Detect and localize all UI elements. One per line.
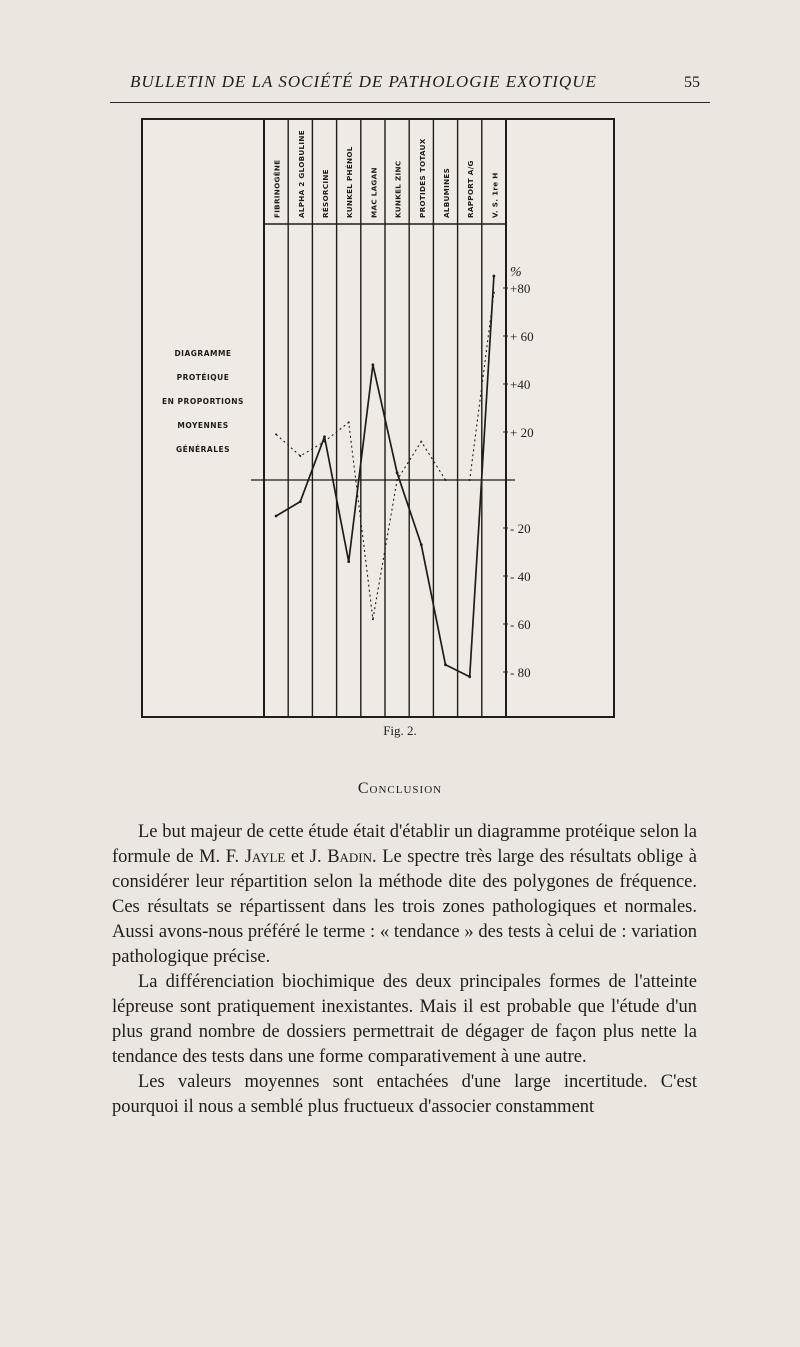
data-point xyxy=(323,435,326,438)
data-point xyxy=(275,515,278,518)
data-point xyxy=(469,479,471,481)
data-point xyxy=(396,471,399,474)
data-point xyxy=(299,500,302,503)
running-header xyxy=(110,70,710,100)
data-point xyxy=(324,441,326,443)
p1-text-c: . Le spectre très large des résultats oblige à considérer leur répartition selon la méthode dite des polygones de fréquence. Ces résultats se répartissent dans les trois zones pathologiques et normales. Aussi avons-nous préféré le terme : « tendance » des tests à celui de : variation pathologique précise. xyxy=(112,847,697,967)
category-label: V. S. 1re H xyxy=(490,172,500,218)
y-tick-label: - 40 xyxy=(510,569,531,584)
y-tick-label: + 20 xyxy=(510,425,534,440)
p1-text-b: et J. xyxy=(285,847,328,867)
legend-line-3: EN PROPORTIONS xyxy=(162,397,244,406)
category-label: KUNKEL PHÉNOL xyxy=(345,146,355,218)
data-point xyxy=(347,560,350,563)
data-point xyxy=(493,275,496,278)
data-point xyxy=(420,441,422,443)
data-point xyxy=(348,421,350,423)
y-tick-label: + 60 xyxy=(510,329,534,344)
legend-line-2: PROTÉIQUE xyxy=(176,373,230,382)
paragraph-1 xyxy=(112,820,697,970)
category-label: KUNKEL ZINC xyxy=(393,160,403,218)
category-label: MAC LAGAN xyxy=(369,167,379,218)
y-tick-label: - 80 xyxy=(510,665,531,680)
category-label: PROTIDES TOTAUX xyxy=(417,138,427,218)
category-label: ALBUMINES xyxy=(442,167,451,218)
header-rule xyxy=(110,102,710,103)
diagram-legend xyxy=(149,342,257,462)
legend-line-4: MOYENNES GÉNÉRALES xyxy=(175,421,231,454)
legend-line-1: DIAGRAMME xyxy=(174,349,232,358)
journal-title: BULLETIN DE LA SOCIÉTÉ DE PATHOLOGIE EXOTIQUE xyxy=(130,72,597,91)
data-point xyxy=(445,479,447,481)
data-point xyxy=(420,543,423,546)
category-label: RAPPORT A/G xyxy=(466,160,476,218)
category-label: FIBRINOGÈNE xyxy=(272,159,282,218)
category-label: RÉSORCINE xyxy=(321,169,330,218)
data-point xyxy=(299,455,301,457)
data-point xyxy=(275,433,277,435)
y-tick-label: +40 xyxy=(510,377,531,392)
y-axis-label: % xyxy=(510,265,522,280)
y-tick-label: +80 xyxy=(510,281,531,296)
y-tick-label: - 60 xyxy=(510,617,531,632)
category-label: ALPHA 2 GLOBULINE xyxy=(296,130,306,218)
figure-caption: Fig. 2. xyxy=(383,723,417,738)
page-number: 55 xyxy=(684,74,700,91)
protein-diagram-figure xyxy=(141,118,615,718)
data-point xyxy=(468,675,471,678)
data-point xyxy=(493,292,495,294)
paragraph-2: La différenciation biochimique des deux principales formes de l'atteinte lépreuse sont pratiquement inexistantes. Mais il est probable que l'étude d'un plus grand nombre de dossiers permettrait de dégager de façon plus nette la tendance des tests dans une forme comparativement à une autre. xyxy=(112,972,697,1067)
data-point xyxy=(396,479,398,481)
data-point xyxy=(372,363,375,366)
data-point xyxy=(372,618,374,620)
author-name-badin: Badin xyxy=(327,847,373,867)
p1-text-a: Le but majeur de cette étude était d'établir un diagramme protéique selon la formule de M. F. xyxy=(112,822,697,867)
paragraph-3: Les valeurs moyennes sont entachées d'une large incertitude. C'est pourquoi il nous a semblé plus fructueux d'associer constamment xyxy=(112,1072,697,1117)
author-name-jayle: Jayle xyxy=(244,847,286,867)
body-text xyxy=(112,820,697,1120)
y-tick-label: - 20 xyxy=(510,521,531,536)
data-point xyxy=(444,663,447,666)
section-title: Conclusion xyxy=(357,780,443,797)
